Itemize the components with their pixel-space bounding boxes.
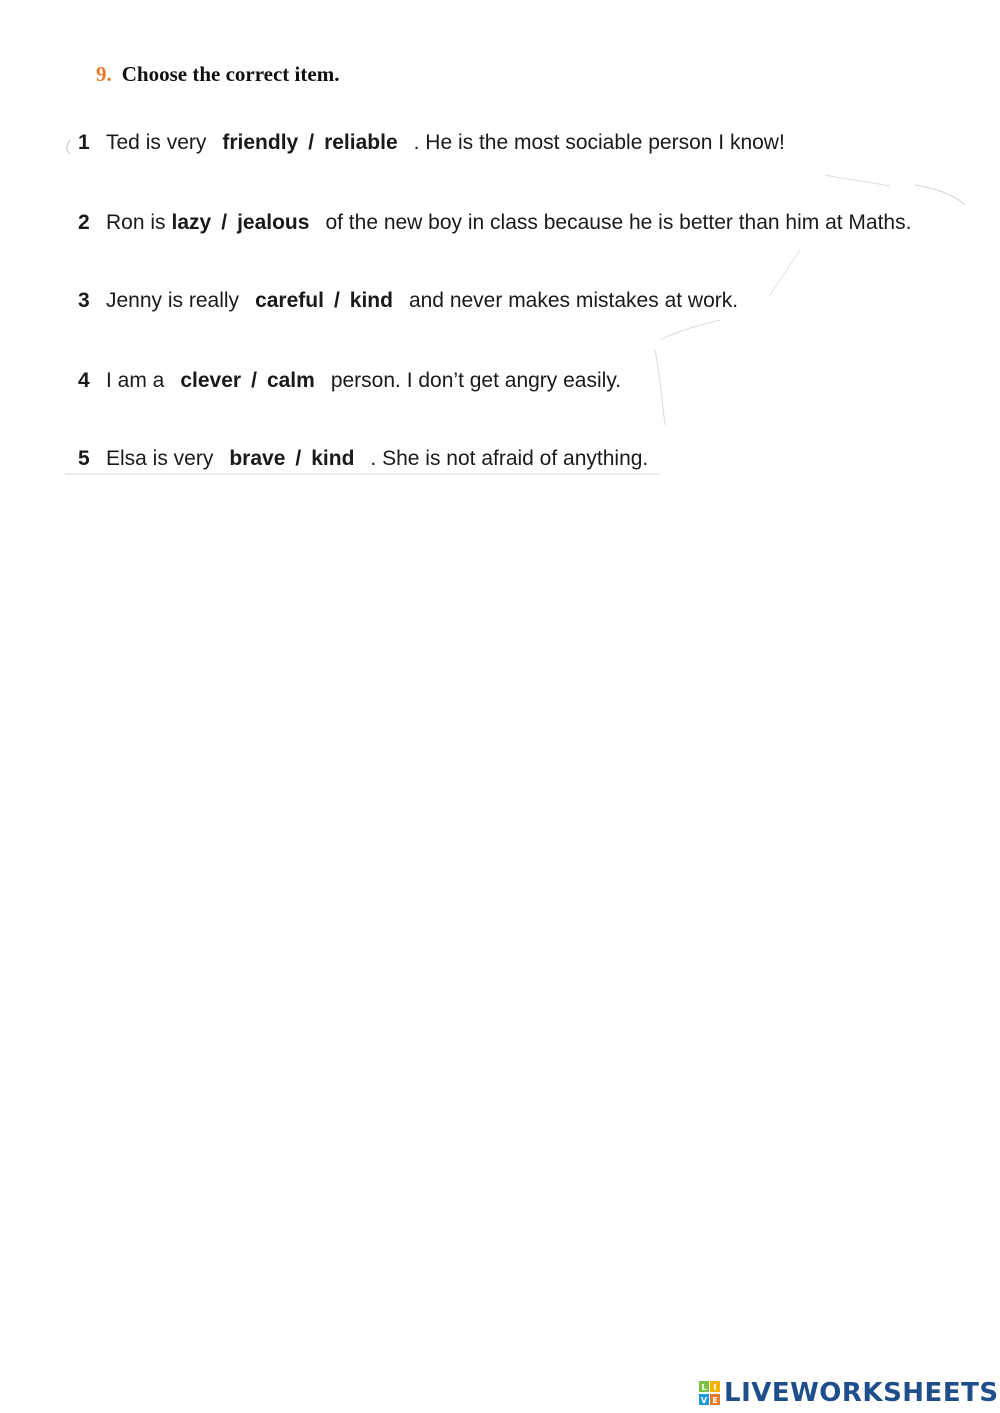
exercise-heading [96,62,339,87]
question-item-5 [78,446,648,472]
option-separator: / [308,131,315,154]
option-separator: / [333,289,340,312]
sentence-end: and never makes mistakes at work. [408,289,739,312]
option-brave[interactable]: brave [229,447,286,470]
liveworksheets-brand [698,1376,999,1410]
exercise-title: Choose the correct item. [121,62,340,86]
option-kind[interactable]: kind [311,447,355,470]
item-number: 1 [78,131,90,154]
svg-text:E: E [712,1396,718,1405]
option-lazy[interactable]: lazy [171,211,212,234]
item-number: 2 [78,211,90,234]
sentence-end: . She is not afraid of anything. [370,447,649,470]
brand-name: LIVEWORKSHEETS [724,1378,999,1408]
sentence-end: of the new boy in class because he is better than him at Maths. [325,211,912,234]
option-kind[interactable]: kind [349,289,393,312]
question-item-1 [78,130,785,156]
svg-text:V: V [700,1396,708,1405]
option-separator: / [251,369,257,392]
option-careful[interactable]: careful [255,289,324,312]
sentence-end: . He is the most sociable person I know! [413,131,785,154]
liveworksheets-logo-icon [698,1379,722,1407]
option-jealous[interactable]: jealous [237,211,310,234]
svg-text:I: I [713,1383,717,1392]
question-item-2 [78,210,911,236]
sentence-end: person. I don’t get angry easily. [330,369,622,392]
item-number: 3 [78,289,90,312]
question-item-3 [78,288,738,314]
sentence-start: I am a [106,369,165,392]
option-separator: / [295,447,302,470]
question-item-4 [78,368,621,394]
sentence-start: Ted is very [106,131,207,154]
option-clever[interactable]: clever [180,369,242,392]
sentence-start: Jenny is really [106,289,240,312]
item-number: 4 [78,369,90,392]
sentence-start: Elsa is very [106,447,214,470]
item-number: 5 [78,447,90,470]
option-calm[interactable]: calm [266,369,315,392]
sentence-start: Ron is [106,211,166,234]
option-reliable[interactable]: reliable [324,131,398,154]
exercise-number: 9. [96,62,112,86]
option-separator: / [221,211,228,234]
svg-text:L: L [701,1383,707,1392]
option-friendly[interactable]: friendly [222,131,299,154]
